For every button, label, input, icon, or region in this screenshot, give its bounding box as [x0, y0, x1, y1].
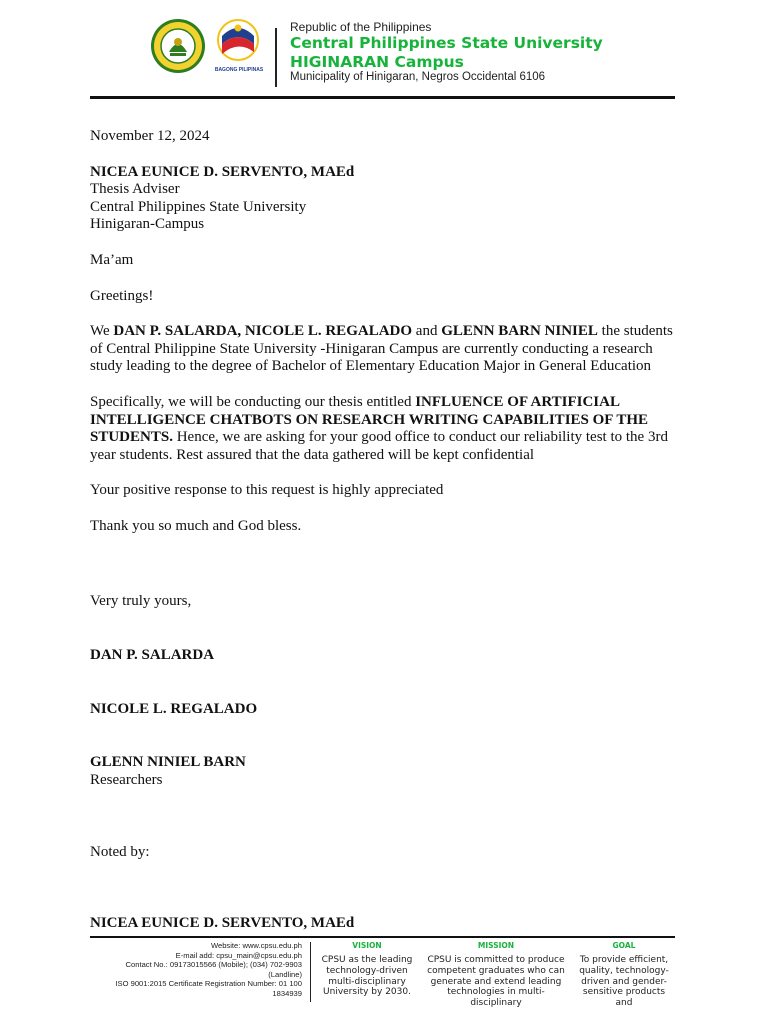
recipient-university: Central Philippines State University [90, 198, 307, 215]
campus-name: HIGINARAN Campus [290, 53, 464, 71]
header-divider [275, 28, 277, 87]
municipality-line: Municipality of Hinigaran, Negros Occidental 6106 [290, 71, 546, 83]
footer-mission [422, 941, 570, 1009]
goal-title: GOAL [612, 941, 636, 950]
footer-rule [90, 936, 675, 938]
university-name: Central Philippines State University [290, 34, 603, 52]
p1-start: We [90, 323, 114, 340]
footer-website: Website: www.cpsu.edu.ph [210, 941, 302, 950]
p1-and: and [412, 323, 442, 340]
footer-contact-numbers: Contact No.: 09173015566 (Mobile); (034) 702-9903 (Landline) [125, 960, 302, 979]
signatory-1: DAN P. SALARDA [90, 647, 215, 663]
p2-start: Specifically, we will be conducting our thesis entitled [90, 393, 416, 410]
paragraph-request [90, 394, 680, 464]
researcher-names-2: GLENN BARN NINIEL [441, 323, 598, 340]
recipient-name: NICEA EUNICE D. SERVENTO, MAEd [90, 163, 355, 180]
p1-rest: the students of Central Philippine State University -Hinigaran Campus are currently conducting a research study leading to the degree of Bachelor of Elementary Education Major in General Education [90, 323, 673, 375]
signatory-3: GLENN NINIEL BARN [90, 754, 246, 770]
salutation: Ma’am [90, 251, 134, 268]
footer-vision [320, 941, 414, 1003]
thesis-title: INFLUENCE OF ARTIFICIAL INTELLIGENCE CHATBOTS ON RESEARCH WRITING CAPABILITIES OF THE STUDENTS. [90, 393, 649, 446]
researcher-names-1: DAN P. SALARDA, NICOLE L. REGALADO [113, 323, 413, 340]
republic-line: Republic of the Philippines [290, 20, 432, 34]
bagong-pilipinas-label: BAGONG PILIPINAS [214, 67, 264, 73]
vision-title: VISION [352, 941, 382, 950]
greeting: Greetings! [90, 287, 154, 304]
recipient-block [90, 164, 680, 234]
paragraph-introduction [90, 323, 680, 376]
letterhead [150, 14, 670, 88]
footer-divider [310, 942, 311, 1002]
goal-text: To provide efficient, quality, technology-driven and gender-sensitive products and [579, 955, 669, 1009]
paragraph-thanks: Thank you so much and God bless. [90, 517, 302, 534]
vision-text: CPSU as the leading technology-driven multi-disciplinary University by 2030. [321, 955, 413, 998]
noted-by-name: NICEA EUNICE D. SERVENTO, MAEd [90, 915, 355, 931]
header-rule [90, 96, 675, 99]
letter-date: November 12, 2024 [90, 128, 210, 144]
footer-goal [574, 941, 674, 1009]
letter-body [90, 128, 680, 536]
closing: Very truly yours, [90, 593, 192, 609]
footer-iso: ISO 9001:2015 Certificate Registration Number: 01 100 1834939 [115, 979, 302, 998]
p2-rest: Hence, we are asking for your good office to conduct our reliability test to the 3rd year students. Rest assured that the data gathered will be kept confidential [90, 429, 668, 463]
mission-title: MISSION [477, 941, 515, 950]
signatory-2: NICOLE L. REGALADO [90, 701, 258, 717]
footer-email: E-mail add: cpsu_main@cpsu.edu.ph [175, 950, 302, 960]
university-seal-logo [150, 18, 206, 74]
paragraph-appreciation: Your positive response to this request is highly appreciated [90, 482, 444, 499]
signatory-role: Researchers [90, 772, 163, 788]
footer-contacts [90, 941, 302, 999]
recipient-title: Thesis Adviser [90, 181, 180, 198]
mission-text: CPSU is committed to produce competent graduates who can generate and extend leading technologies in multi-disciplinary [427, 955, 565, 1009]
recipient-campus: Hinigaran-Campus [90, 216, 205, 233]
noted-by-label: Noted by: [90, 844, 150, 860]
